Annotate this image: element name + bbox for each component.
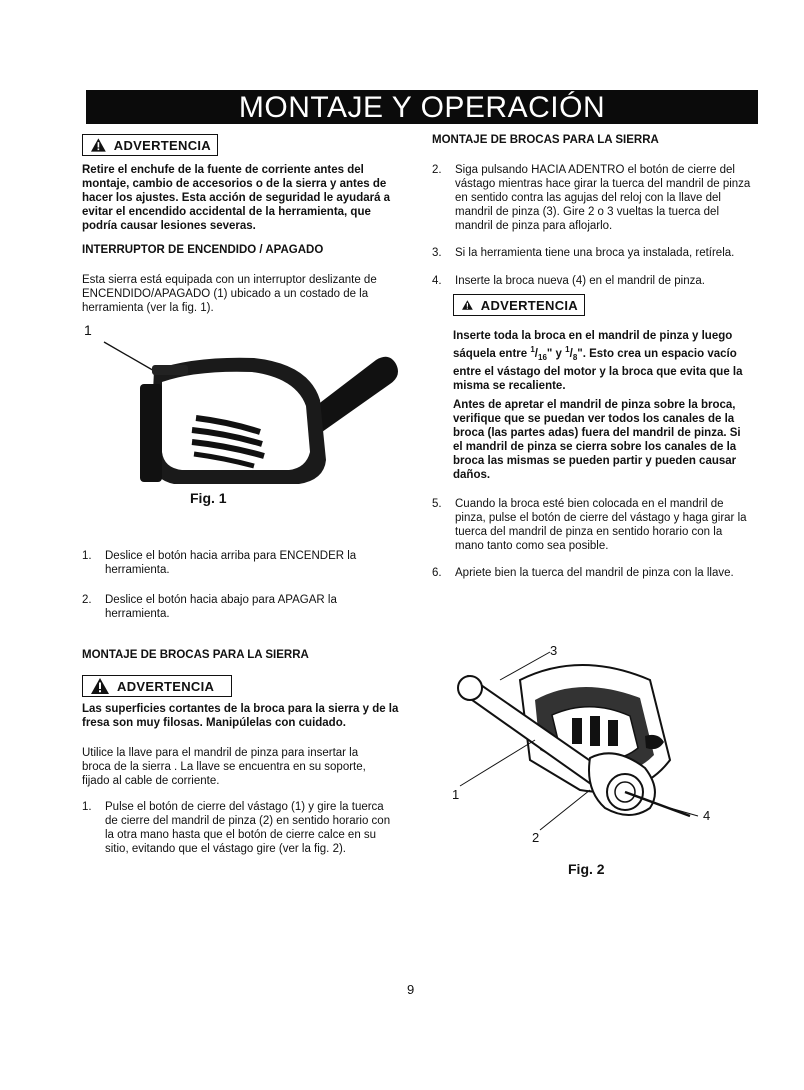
item-text: Deslice el botón hacia abajo para APAGAR la herramienta.: [105, 594, 337, 620]
warning-text: Antes de apretar el mandril de pinza sobre la broca, verifique que se puedan ver todos los canales de la broca (las partes adas) fuera del mandril de pinza. Si el mandril de pinza se cierra sobre los canales de la broca las mismas se pueden partir y pueden causar daños.: [453, 399, 741, 481]
callout-number: 1: [84, 322, 92, 338]
list-item: [432, 566, 762, 580]
fraction-denominator: 8: [572, 353, 578, 363]
warning-box: [82, 134, 218, 156]
section-heading: INTERRUPTOR DE ENCENDIDO / APAGADO: [82, 244, 324, 256]
figure-caption: Fig. 1: [190, 490, 227, 506]
section-heading: MONTAJE DE BROCAS PARA LA SIERRA: [82, 649, 309, 661]
fraction-numerator: 1: [565, 345, 570, 354]
warning-box: [453, 294, 585, 316]
warning-text-part: " y: [546, 347, 566, 360]
callout-number: 2: [532, 830, 540, 845]
item-number: 5.: [432, 498, 442, 510]
list-item: [432, 274, 762, 288]
warning-text: Retire el enchufe de la fuente de corriente antes del montaje, cambio de accesorios o de la sierra y antes de hacer los ajustes. Esta acción de seguridad le ayudará a evitar el encendido accidental de la herramienta, que podría causar lesiones severas.: [82, 164, 391, 232]
item-text: Si la herramienta tiene una broca ya instalada, retírela.: [455, 247, 735, 259]
figure-1-tool-illustration: [84, 320, 404, 495]
warning-box: [82, 675, 232, 697]
item-text: Inserte la broca nueva (4) en el mandril de pinza.: [455, 275, 705, 287]
item-number: 2.: [82, 594, 92, 606]
warning-label: ADVERTENCIA: [480, 297, 578, 313]
item-text: Pulse el botón de cierre del vástago (1) y gire la tuerca de cierre del mandril de pinza (2) en sentido horario con la otra mano hasta que el botón de cierre calce en su sitio, evitando que el vástago gire (ver la fig. 2).: [105, 801, 391, 855]
figure-2-collet-illustration: [440, 640, 740, 860]
item-text: Deslice el botón hacia arriba para ENCENDER la herramienta.: [105, 550, 357, 576]
list-item: [82, 549, 402, 577]
warning-text-part: Inserte toda la broca en el mandril de pinza y luego sáquela entre: [453, 330, 733, 360]
item-number: 6.: [432, 567, 442, 579]
warning-text: Las superficies cortantes de la broca para la sierra y de la fresa son muy filosas. Manipúlelas con cuidado.: [82, 703, 399, 729]
warning-text: Inserte toda la broca en el mandril de pinza y luego sáquela entre $^1/_{16}$" y $^1/_8$". Esto crea un espacio vacío entre el vástago del motor y la broca que evita que la misma se recaliente.: [453, 330, 743, 393]
item-number: 3.: [432, 247, 442, 259]
item-text: Apriete bien la tuerca del mandril de pinza con la llave.: [455, 567, 734, 579]
item-text: Cuando la broca esté bien colocada en el mandril de pinza, pulse el botón de cierre del vástago y haga girar la tuerca del mandril de pinza en sentido horario con la mano tanto como sea posible.: [455, 498, 747, 552]
list-item: [82, 593, 402, 621]
item-number: 1.: [82, 550, 92, 562]
fraction-denominator: 16: [538, 353, 547, 363]
callout-number: 3: [550, 643, 558, 658]
paragraph: Utilice la llave para el mandril de pinza para insertar la broca de la sierra . La llave se encuentra en su soporte, fijado al cable de corriente.: [82, 747, 366, 787]
callout-number: 1: [452, 787, 460, 802]
list-item: [432, 246, 762, 260]
warning-label: ADVERTENCIA: [117, 678, 215, 694]
page-number: 9: [407, 982, 415, 997]
list-item: [432, 163, 752, 233]
callout-number: 4: [703, 808, 711, 823]
warning-triangle-icon: [462, 297, 473, 313]
page-title: MONTAJE Y OPERACIÓN: [86, 90, 758, 124]
warning-label: ADVERTENCIA: [113, 137, 211, 153]
paragraph: Esta sierra está equipada con un interruptor deslizante de ENCENDIDO/APAGADO (1) ubicado a un costado de la herramienta (ver la fig. 1).: [82, 274, 377, 314]
list-item: [432, 497, 752, 553]
item-text: Siga pulsando HACIA ADENTRO el botón de cierre del vástago mientras hace girar la tuerca del mandril de pinza en sentido contra las agujas del reloj con la llave del mandril de pinza (3). Gire 2 o 3 vueltas la tuerca del mandril de pinza para aflojarlo.: [455, 164, 751, 232]
item-number: 1.: [82, 801, 92, 813]
warning-triangle-icon: [91, 137, 106, 153]
item-number: 2.: [432, 164, 442, 176]
fraction-numerator: 1: [530, 345, 535, 354]
list-item: [82, 800, 392, 856]
item-number: 4.: [432, 275, 442, 287]
warning-text-part: ". Esto crea un espacio vacío entre el vástago del motor y la broca que evita que la misma se recaliente.: [453, 347, 743, 393]
warning-triangle-icon: [91, 678, 109, 694]
section-heading: MONTAJE DE BROCAS PARA LA SIERRA: [432, 134, 659, 146]
figure-caption: Fig. 2: [568, 861, 605, 877]
